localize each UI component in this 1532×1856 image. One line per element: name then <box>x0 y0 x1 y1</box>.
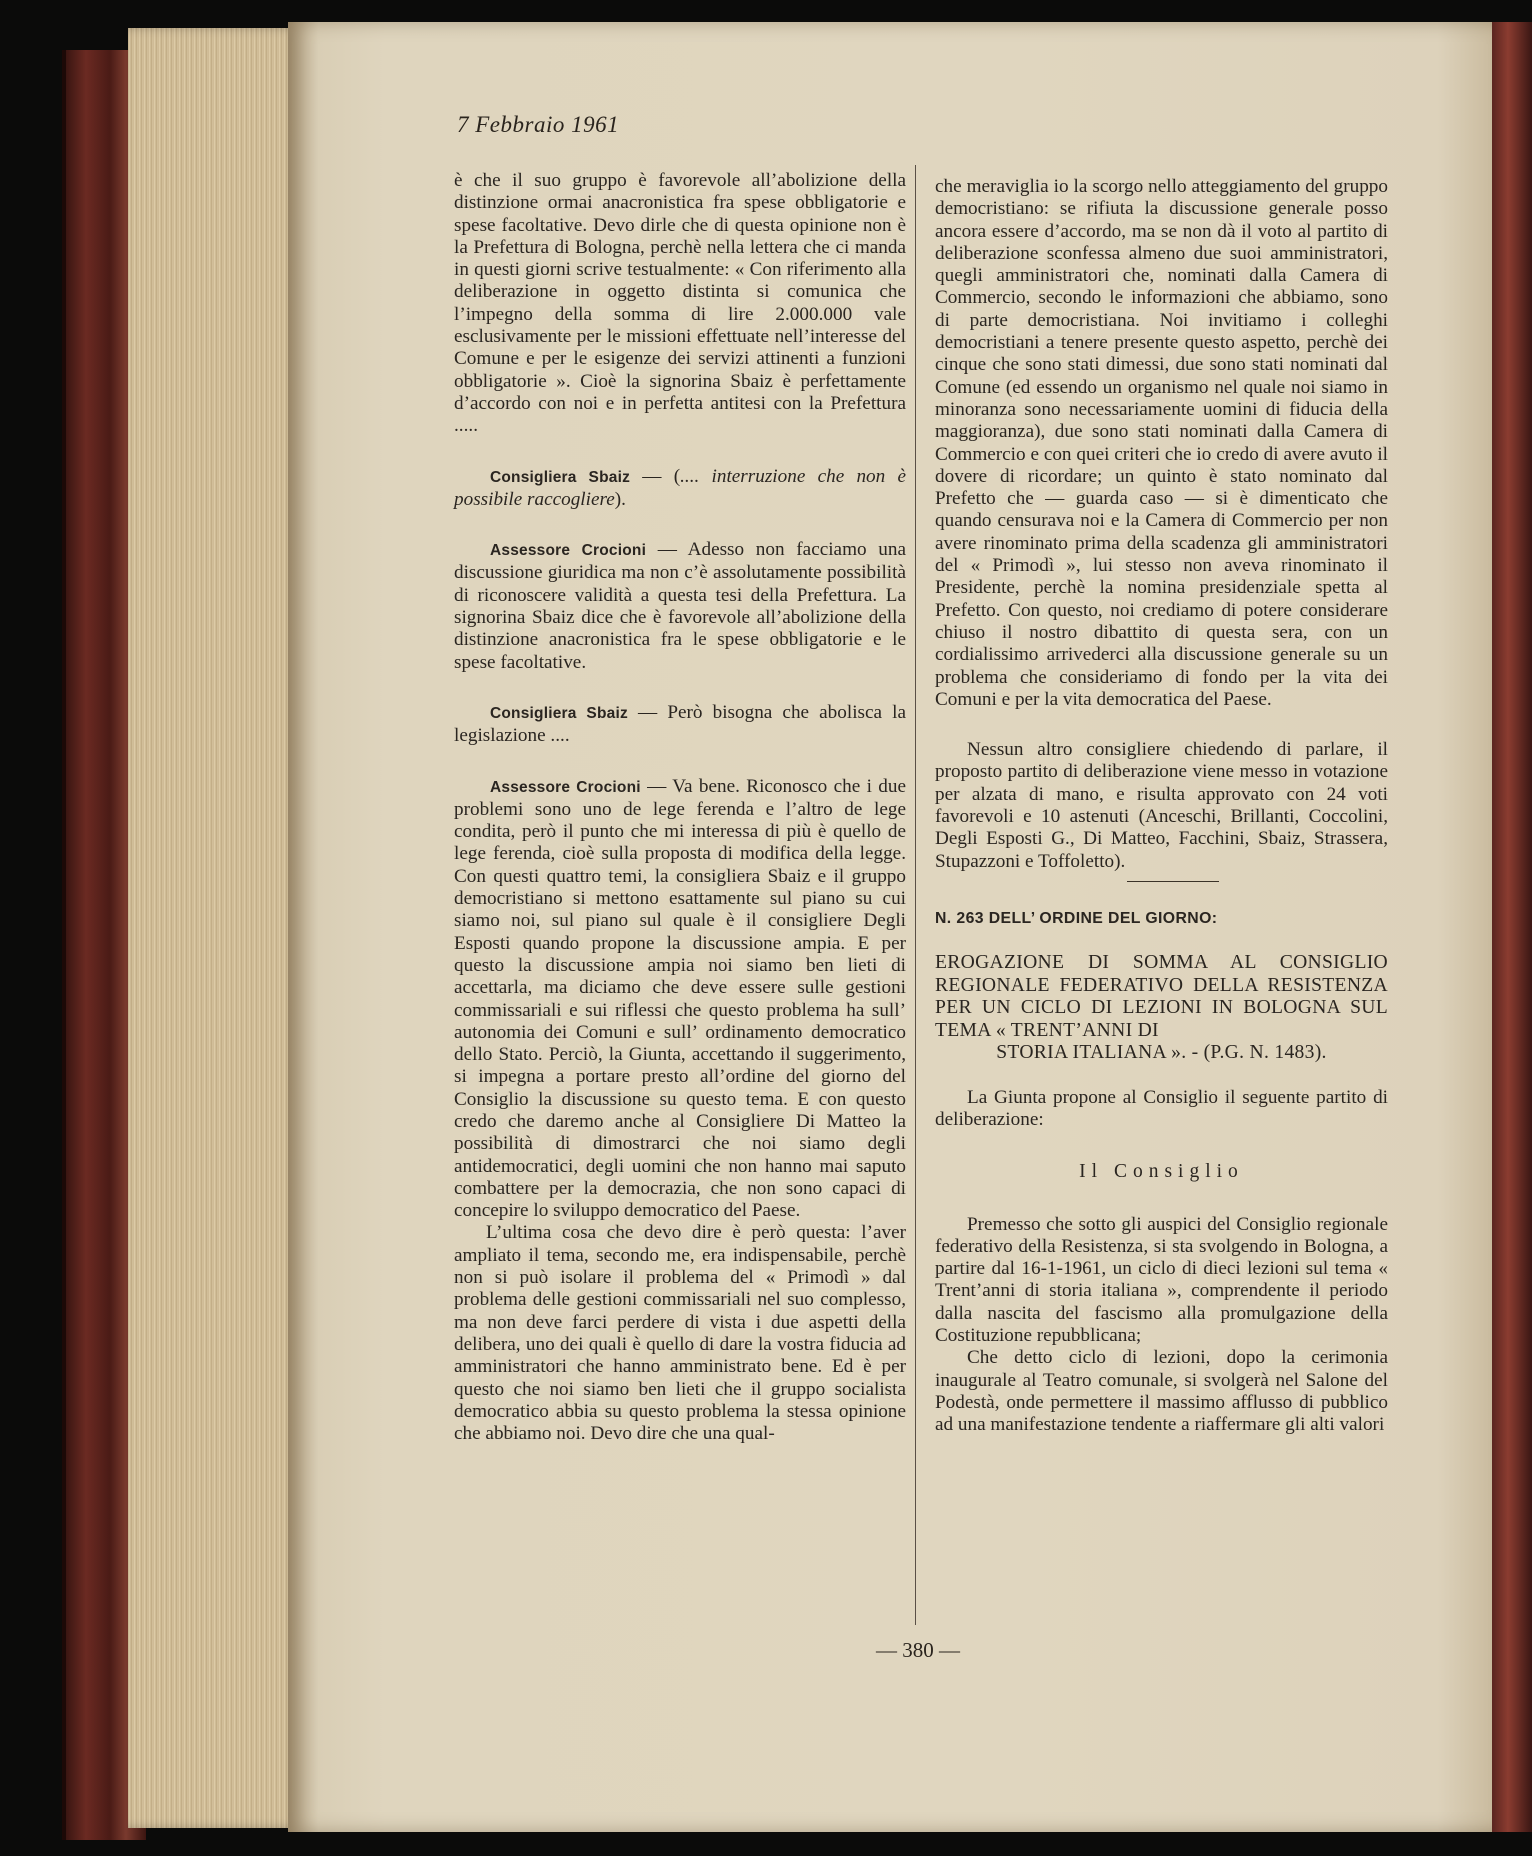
agenda-title: EROGAZIONE DI SOMMA AL CONSIGLIO REGIONALE FEDERATIVO DELLA RESISTENZA PER UN CICLO DI LEZIONI IN BOLOGNA SUL TEMA « TRENT’ANNI DI STORIA ITALIANA ». - (P.G. N. 1483). <box>935 952 1388 1064</box>
speech <box>454 776 906 1223</box>
right-column <box>935 176 1388 1437</box>
speech-text: — Va bene. Riconosco che i due problemi sono uno de lege ferenda e l’altro de lege condita, però il punto che mi interessa di più è quello de lege ferenda, cioè sulla proposta di modifica della legge. Con questi quattro temi, la consigliera Sbaiz e il gruppo democristiano si mettono esattamente sul piano su cui siamo noi, sul piano sul quale è il consigliere Degli Esposti quando propone la discussione ampia. E per questo la discussione ampia noi siamo ben lieti di accettarla, ma diciamo che deve essere sulle gestioni commissariali e sui riflessi che questo problema ha sull’ autonomia dei Comuni e sull’ ordinamento democratico dello Stato. Perciò, la Giunta, accettando il suggerimento, si impegna a portare presto all’ordine del giorno del Consiglio la discussione su questo tema. E con questo credo che daremo anche al Consigliere Di Matteo la possibilità di dimostrarci che noi siamo degli antidemocratici, degli uomini che non hanno mai saputo combattere per la democrazia, che non sono capaci di concepire lo sviluppo democratico del Paese. <box>454 775 906 1222</box>
paragraph: Che detto ciclo di lezioni, dopo la cerimonia inaugurale al Teatro comunale, si svolgerà nel Salone del Podestà, onde permettere il massimo afflusso di pubblico ad una manifestazione tendente a riaffermare gli alti valori <box>935 1347 1388 1436</box>
speech: Consigliera Sbaiz — (.... interruzione che non è possibile raccogliere). <box>454 465 906 510</box>
paragraph: La Giunta propone al Consiglio il seguente partito di deliberazione: <box>935 1086 1388 1130</box>
speaker-name: Assessore Crocioni <box>490 542 647 560</box>
speaker-name: Consigliera Sbaiz <box>490 704 628 722</box>
speech <box>454 539 906 674</box>
italic-note: .... interruzione che non è possibile raccogliere <box>454 465 906 510</box>
page-number: — 380 — <box>876 1638 960 1662</box>
left-column <box>454 170 906 1445</box>
page-stack-edge <box>128 28 300 1828</box>
agenda-heading: N. 263 DELL’ ORDINE DEL GIORNO: <box>935 909 1218 927</box>
paragraph: Premesso che sotto gli auspici del Consiglio regionale federativo della Resistenza, si sta svolgendo in Bologna, a partire dal 16-1-1961, un ciclo di dieci lezioni sul tema « Trent’anni di storia italiana », comprendente il periodo dalla nascita del fascismo alla promulgazione della Costituzione repubblicana; <box>935 1213 1388 1347</box>
paragraph: che meraviglia io la scorgo nello atteggiamento del gruppo democristiano: se rifiuta la discussione generale posso ancora essere d’accordo, ma se non dà il voto al partito di deliberazione sconfessa almeno due suoi amministratori, quegli amministratori che, nominati dalla Camera di Commercio, secondo le informazioni che abbiamo, sono di parte democristiana. Noi invitiamo i colleghi democristiani a tenere presente questo aspetto, perchè dei cinque che sono stati dimessi, due sono stati nominati dal Comune (ed essendo un organismo nel quale noi siamo in minoranza sono necessariamente uomini di fiducia della maggioranza), due sono stati nominati dalla Camera di Commercio e con quei criteri che io credo di avere avuto il dovere di ricordare; un quinto è stato nominato dal Prefetto che — guarda caso — si è dimenticato che quando censurava noi e la Camera di Commercio per non avere rinominato prima della scadenza gli amministratori del « Primodì », lui stesso non aveva rinominato il Presidente, perchè la nomina presidenziale spetta al Prefetto. Con questo, noi crediamo di potere considerare chiuso il nostro dibattito di questa sera, con un cordialissimo arrivederci alla discussione generale su un problema che consideriamo di fondo per la vita dei Comuni e per la vita democratica del Paese. <box>935 176 1388 710</box>
speech-text: — Adesso non facciamo una discussione giuridica ma non c’è assolutamente possibilità di riconoscere validità a questa tesi della Prefettura. La signorina Sbaiz dice che è favorevole all’abolizione della distinzione anacronistica fra le spese obbligatorie e le spese facoltative. <box>454 539 906 673</box>
speech <box>454 702 906 748</box>
speaker-name: Consigliera Sbaiz <box>490 468 631 486</box>
speech-text: — Però bisogna che abolisca la legislazione .... <box>454 701 906 747</box>
paragraph: è che il suo gruppo è favorevole all’abolizione della distinzione ormai anacronistica fra spese obbligatorie e spese facoltative. Devo dirle che di questa opinione non è la Prefettura di Bologna, perchè nella lettera che ci manda in questi giorni scrive testualmente: « Con riferimento alla deliberazione in oggetto distinta si comunica che l’impegno della somma di lire 2.000.000 vale esclusivamente per le missioni effettuate nell’interesse del Comune e per le esigenze dei servizi attinenti a funzioni obbligatorie ». Cioè la signorina Sbaiz è perfettamente d’accordo con noi e in perfetta antitesi con la Prefettura ..... <box>454 170 906 437</box>
page-header-date: 7 Febbraio 1961 <box>457 112 620 137</box>
paragraph: L’ultima cosa che devo dire è però questa: l’aver ampliato il tema, secondo me, era indispensabile, perchè non si può isolare il problema del « Primodì » dal problema delle gestioni commissariali nel suo complesso, ma non deve farci perdere di vista i due aspetti della delibera, uno dei quali è quello di dare la vostra fiducia ad amministratori che hanno amministrato bene. Ed è per questo che noi siamo ben lieti che il gruppo socialista democratico abbia su questo problema la stessa opinione che abbiamo noi. Devo dire che una qual- <box>454 1222 906 1445</box>
separator-line <box>1127 881 1219 882</box>
section-heading: Il Consiglio <box>1079 1161 1244 1183</box>
speaker-name: Assessore Crocioni <box>490 778 641 796</box>
column-divider <box>915 165 916 1625</box>
paragraph: Nessun altro consigliere chiedendo di parlare, il proposto partito di deliberazione viene messo in votazione per alzata di mano, e risulta approvato con 24 voti favorevoli e 10 astenuti (Anceschi, Brillanti, Coccolini, Degli Esposti G., Di Matteo, Facchini, Sbaiz, Strassera, Stupazzoni e Toffoletto). <box>935 739 1388 872</box>
opposite-cover-edge <box>1492 22 1532 1832</box>
